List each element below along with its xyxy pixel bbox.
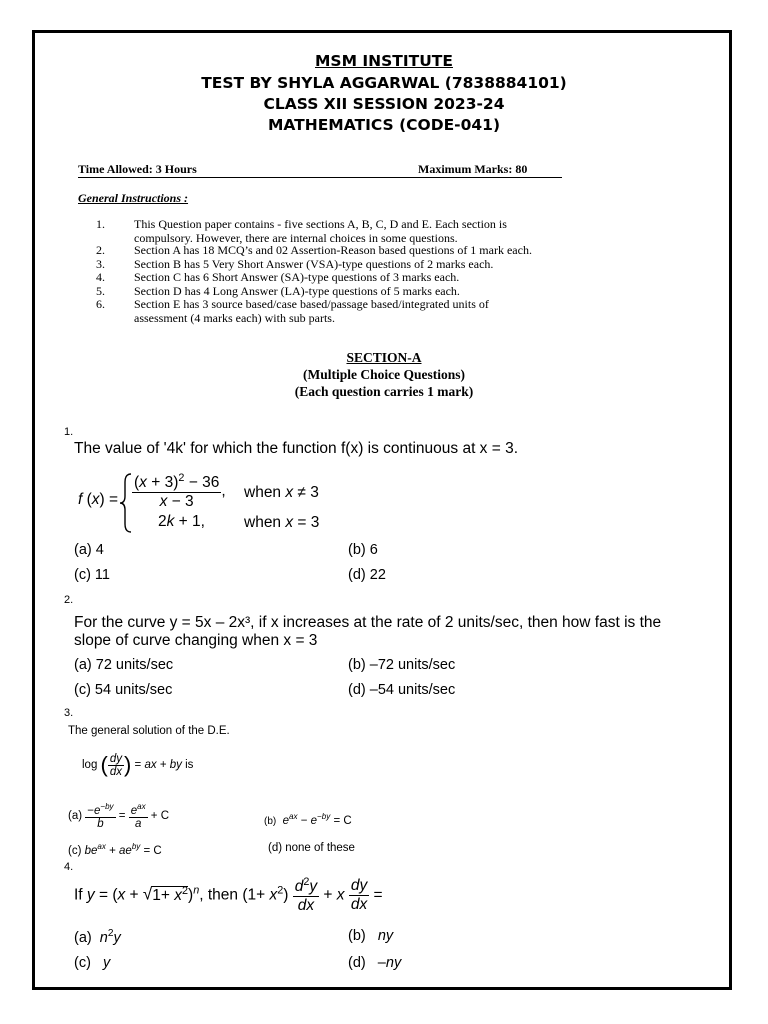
option-b-marker: (b) bbox=[264, 815, 277, 827]
instruction-text: Section E has 3 source based/case based/passage based/integrated units of assessment (4 marks each) with sub parts. bbox=[134, 297, 489, 325]
option-a: (a) 4 bbox=[74, 542, 104, 558]
question-number: 3. bbox=[64, 707, 74, 719]
question-equation: log ( $\frac{dy}{dx}$ ) = ax + by is bbox=[82, 752, 194, 778]
fraction: $\frac{-e^{-by}}{b}$ bbox=[87, 802, 114, 830]
function-label: f (x) = bbox=[78, 491, 119, 508]
option-d: (d) –54 units/sec bbox=[348, 682, 456, 698]
fraction: $\frac{(x + 3)^2 - 36}{x - 3}$ bbox=[134, 472, 220, 511]
instruction-text: Section D has 4 Long Answer (LA)-type questions of 5 marks each. bbox=[134, 284, 460, 298]
option-d: (d) –ny bbox=[348, 955, 402, 971]
instruction-number: 1. bbox=[96, 217, 105, 231]
option-a: (a) $\frac{-e^{-by}}{b}$ = $\frac{e^{ax}}{a}$ + C bbox=[68, 802, 170, 830]
instruction-number: 3. bbox=[96, 257, 105, 271]
divider bbox=[78, 177, 562, 178]
option-b: (b) 6 bbox=[348, 542, 378, 558]
piecewise-case-1: $\frac{(x + 3)^2 - 36}{x - 3}$ , bbox=[134, 472, 226, 511]
instruction-number: 4. bbox=[96, 270, 105, 284]
question-number: 4. bbox=[64, 861, 74, 873]
question-text: For the curve y = 5x – 2x³, if x increases at the rate of 2 units/sec, then how fast is the bbox=[74, 614, 662, 631]
case-1-condition: when x ≠ 3 bbox=[244, 484, 319, 501]
option-c: (c) $be^{ax} + ae^{by} = C$ bbox=[68, 842, 162, 857]
piecewise-case-2: 2k + 1, bbox=[158, 513, 205, 530]
section-subtitle: (Multiple Choice Questions) bbox=[303, 367, 465, 382]
question-text: The value of '4k' for which the function f(x) is continuous at x = 3. bbox=[74, 440, 519, 457]
option-c: (c) 54 units/sec bbox=[74, 682, 173, 698]
institute-name: MSM INSTITUTE bbox=[315, 52, 453, 70]
instruction-number: 6. bbox=[96, 297, 105, 311]
section-title: SECTION-A bbox=[346, 350, 422, 365]
option-b: (b) $e^{ax} - e^{-by} = C$ bbox=[264, 812, 352, 827]
subject-line: MATHEMATICS (CODE-041) bbox=[267, 116, 501, 134]
general-instructions-title: General Instructions : bbox=[78, 191, 189, 205]
option-c: (c) y bbox=[74, 955, 111, 971]
class-session-line: CLASS XII SESSION 2023-24 bbox=[263, 95, 505, 113]
instruction-text: Section B has 5 Very Short Answer (VSA)-type questions of 2 marks each. bbox=[134, 257, 494, 271]
option-d: (d) 22 bbox=[348, 567, 386, 583]
option-b: (b) –72 units/sec bbox=[348, 657, 456, 673]
question-text: If $y = (x + √1+ x^2)^n$, then $(1+ x^2)$ $\frac{d^2y}{dx}$ + x $\frac{dy}{dx}$ = bbox=[74, 876, 383, 915]
maximum-marks: Maximum Marks: 80 bbox=[418, 162, 528, 176]
question-text: The general solution of the D.E. bbox=[68, 725, 230, 737]
time-allowed: Time Allowed: 3 Hours bbox=[78, 162, 197, 176]
option-a: (a) $n^2y$ bbox=[74, 928, 121, 946]
fraction: $\frac{dy}{dx}$ bbox=[109, 752, 123, 778]
option-a: (a) 72 units/sec bbox=[74, 657, 174, 673]
section-note: (Each question carries 1 mark) bbox=[294, 384, 474, 399]
question-text: slope of curve changing when x = 3 bbox=[74, 632, 318, 649]
instruction-text: Section A has 18 MCQ’s and 02 Assertion-Reason based questions of 1 mark each. bbox=[134, 243, 532, 257]
test-by-line: TEST BY SHYLA AGGARWAL (7838884101) bbox=[201, 74, 567, 92]
fraction: $\frac{dy}{dx}$ bbox=[350, 877, 368, 914]
instruction-text: Section C has 6 Short Answer (SA)-type questions of 3 marks each. bbox=[134, 270, 460, 284]
fraction: $\frac{d^2y}{dx}$ bbox=[294, 876, 318, 915]
option-c: (c) 11 bbox=[74, 567, 110, 583]
case-2-condition: when x = 3 bbox=[244, 514, 320, 531]
question-number: 1. bbox=[64, 426, 74, 438]
instruction-number: 5. bbox=[96, 284, 105, 298]
question-number: 2. bbox=[64, 594, 74, 606]
time-marks-row bbox=[78, 162, 562, 177]
option-b: (b) ny bbox=[348, 928, 394, 944]
fraction: $\frac{e^{ax}}{a}$ bbox=[130, 802, 146, 830]
option-d: (d) none of these bbox=[268, 842, 355, 854]
instruction-number: 2. bbox=[96, 243, 105, 257]
instruction-text: This Question paper contains - five sections A, B, C, D and E. Each section is compulsory. However, there are internal choices in some questions. bbox=[134, 217, 507, 245]
